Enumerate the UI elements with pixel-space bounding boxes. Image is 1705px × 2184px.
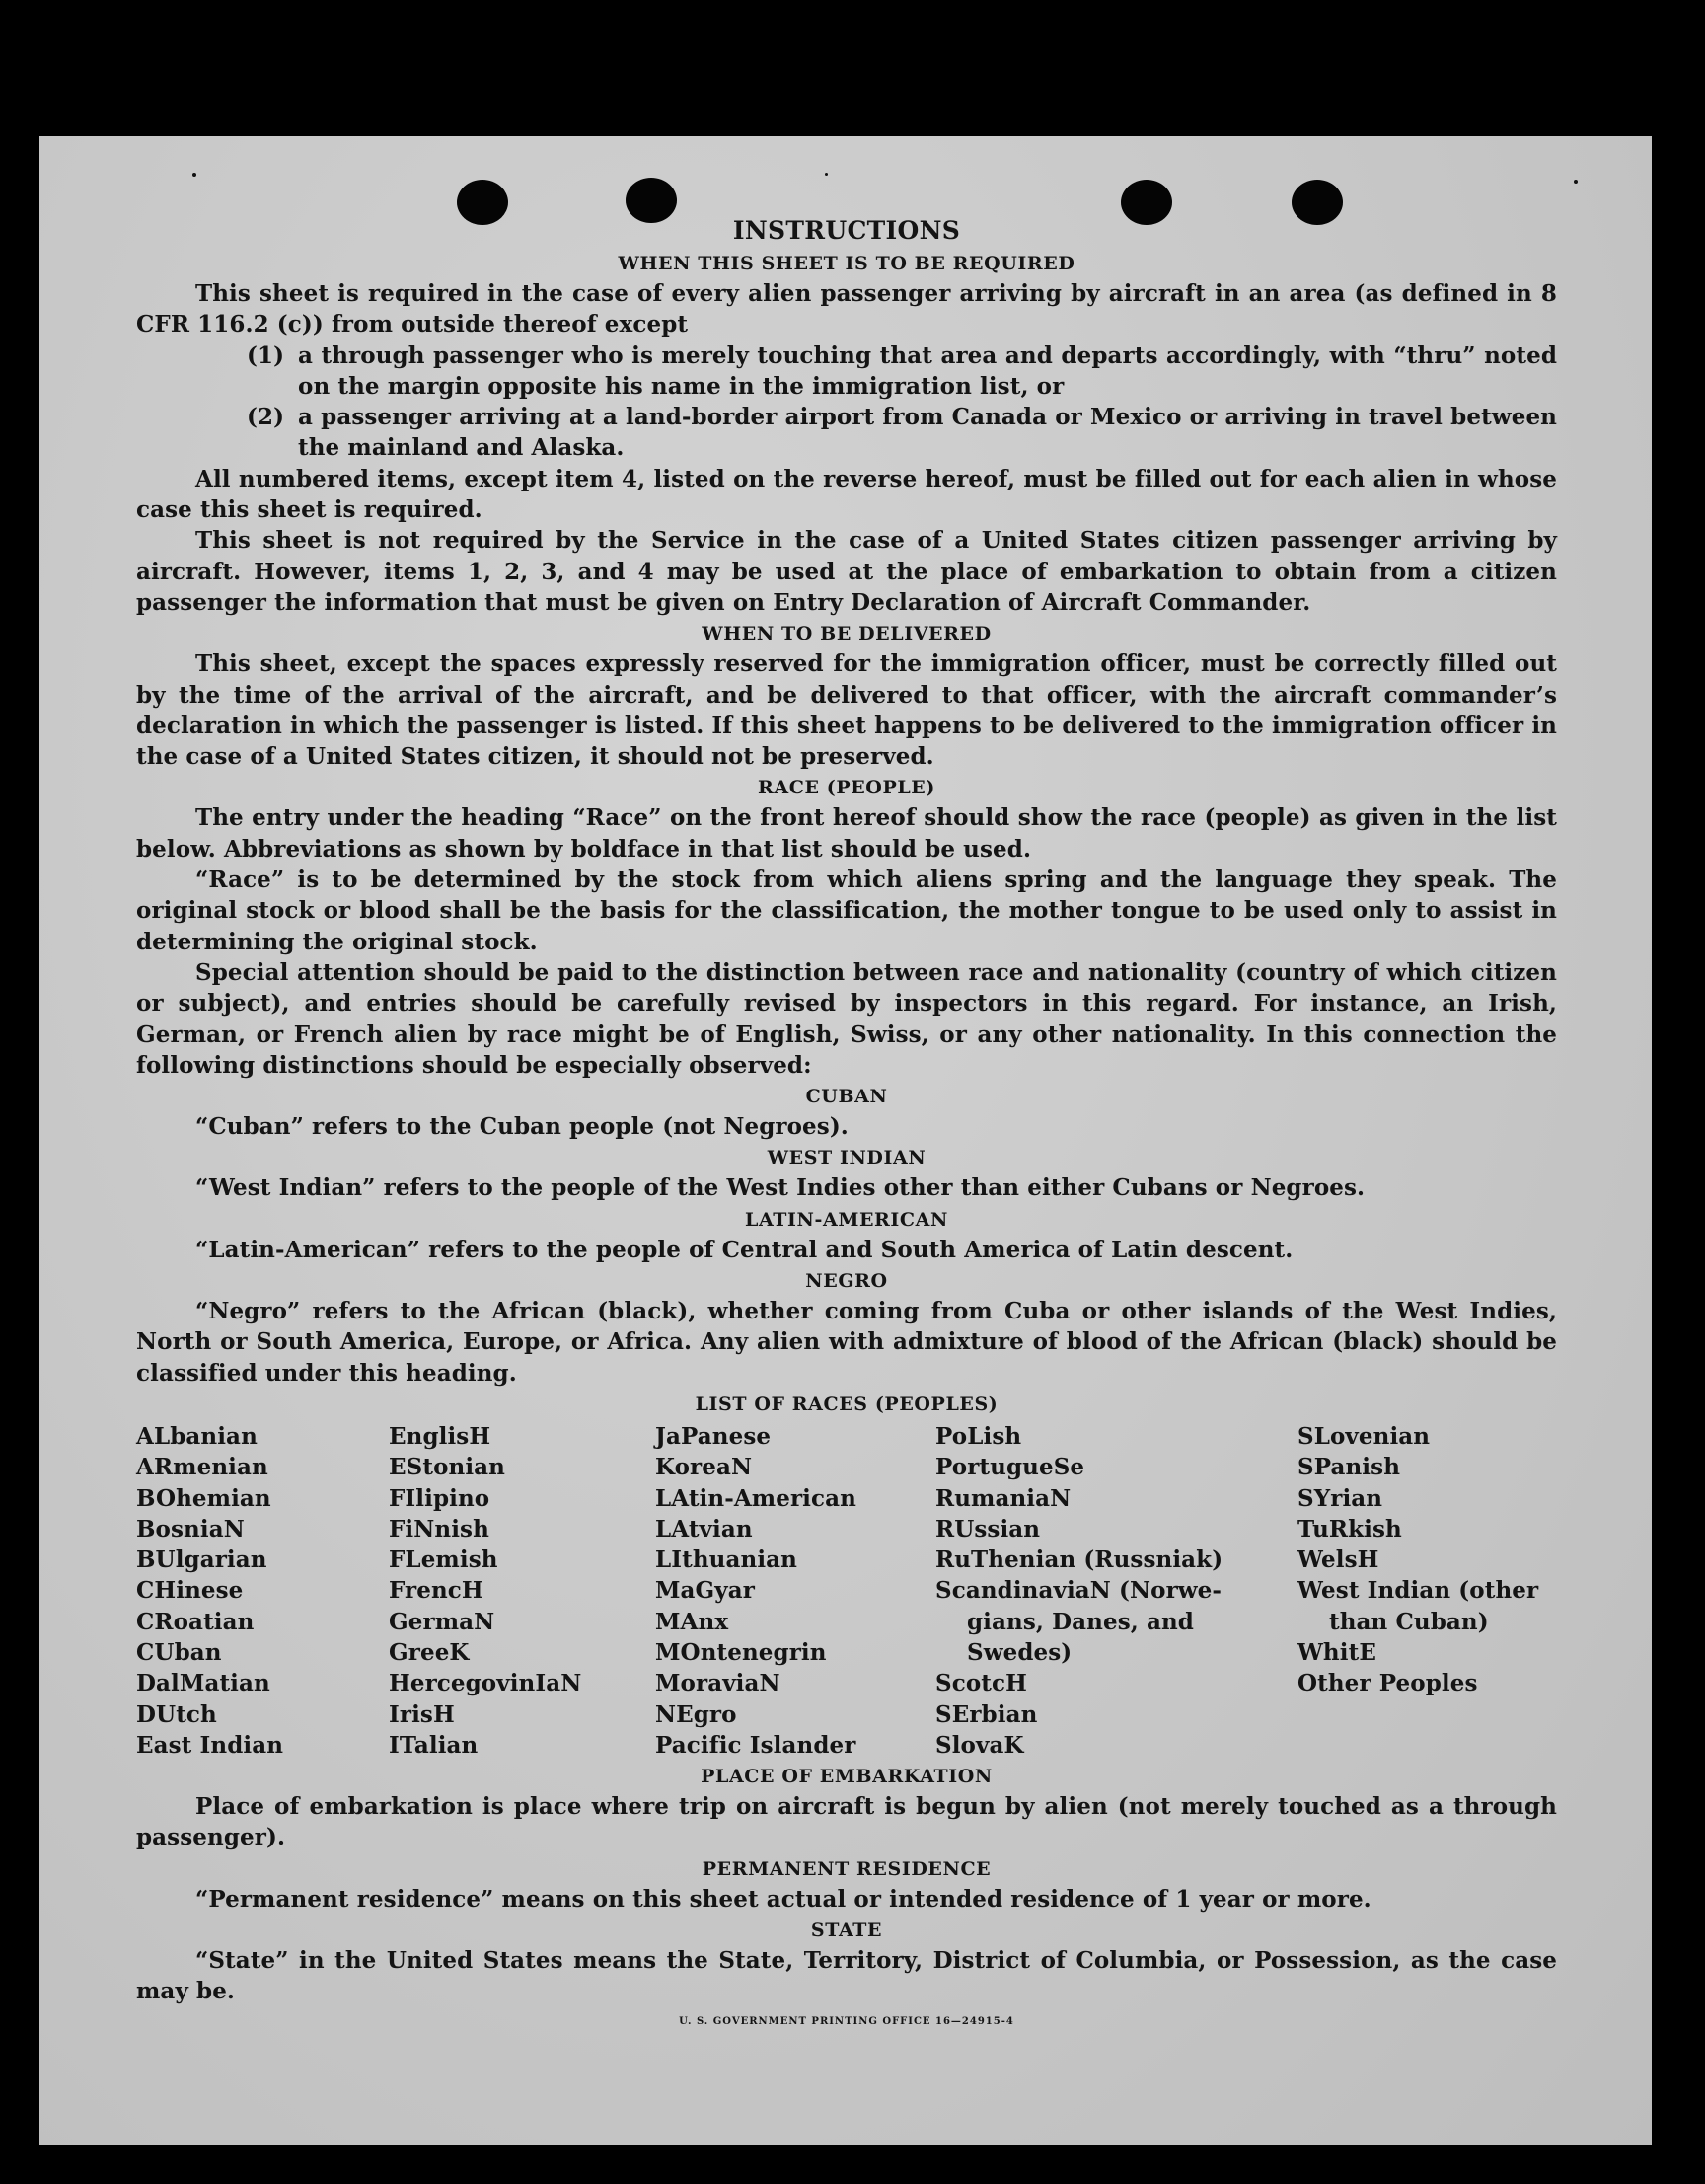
paragraph: This sheet is not required by the Service in the case of a United States citizen passenger arriving by aircraft. However, items 1, 2, 3, and 4 may be used at the place of embarkation to obtain from a citizen passenger the information that must be given on Entry Declaration of Aircraft Commander. — [136, 527, 1557, 616]
paragraph: “Negro” refers to the African (black), whether coming from Cuba or other islands of the West Indies, North or South America, Europe, or Africa. Any alien with admixture of blood of the African (black) should be classified under this heading. — [136, 1298, 1557, 1387]
paragraph: The entry under the heading “Race” on the front hereof should show the race (people) as given in the list below. Abbreviations as shown by boldface in that list should be used. — [136, 804, 1557, 863]
race-entry: MaGyar — [655, 1577, 755, 1605]
race-entry: FIlipino — [389, 1484, 490, 1512]
race-entry: JaPanese — [655, 1422, 772, 1450]
paragraph: “Latin-American” refers to the people of Central and South America of Latin descent. — [195, 1236, 1294, 1263]
race-entry: SPanish — [1297, 1454, 1401, 1481]
race-entry: LIthuanian — [655, 1546, 797, 1574]
race-entry: than Cuban) — [1329, 1608, 1489, 1635]
race-entry: SErbian — [935, 1700, 1038, 1728]
paragraph: “Race” is to be determined by the stock from which aliens spring and the language they speak. The original stock or blood shall be the basis for the classification, the mother tongue to be used only to assist in determining the original stock. — [136, 866, 1557, 955]
races-column — [935, 1421, 1297, 1761]
race-entry: SLovenian — [1297, 1422, 1431, 1450]
races-column — [655, 1421, 935, 1761]
races-column — [1297, 1421, 1557, 1761]
paragraph: Place of embarkation is place where trip on aircraft is begun by alien (not merely touched as a through passenger). — [136, 1793, 1557, 1851]
race-entry: BosniaN — [136, 1515, 245, 1543]
race-entry: KoreaN — [655, 1454, 753, 1481]
race-entry: LAtvian — [655, 1515, 753, 1543]
race-entry: IrisH — [389, 1700, 455, 1728]
section-heading: LATIN-AMERICAN — [745, 1208, 948, 1231]
race-entry: SlovaK — [935, 1731, 1024, 1759]
race-entry: DalMatian — [136, 1670, 270, 1697]
speck — [192, 173, 196, 177]
race-entry: EStonian — [389, 1454, 505, 1481]
section-heading: WHEN TO BE DELIVERED — [702, 623, 992, 645]
race-entry: CRoatian — [136, 1608, 255, 1635]
race-entry: CHinese — [136, 1577, 244, 1605]
races-column — [136, 1421, 389, 1761]
race-entry: MoraviaN — [655, 1670, 780, 1697]
race-entry: Other Peoples — [1297, 1670, 1478, 1697]
section-heading: PERMANENT RESIDENCE — [702, 1857, 992, 1880]
race-entry: ITalian — [389, 1731, 479, 1759]
paragraph: “State” in the United States means the State, Territory, District of Columbia, or Possession, as the case may be. — [136, 1947, 1557, 2005]
race-entry: RumaniaN — [935, 1484, 1072, 1512]
race-entry: ARmenian — [136, 1454, 268, 1481]
paragraph: Special attention should be paid to the distinction between race and nationality (country of which citizen or subject), and entries should be carefully revised by inspectors in this regard. For instance, an Irish, German, or French alien by race might be of English, Swiss, or any other nationality. In this connection the following distinctions should be especially observed: — [136, 958, 1557, 1079]
races-list — [136, 1421, 1557, 1761]
race-entry: GermaN — [389, 1608, 495, 1635]
item-number: (2) — [247, 404, 285, 431]
list-item — [136, 402, 1557, 464]
printing-office-footer: U. S. GOVERNMENT PRINTING OFFICE 16—24915-4 — [679, 2015, 1014, 2027]
paragraph: “Cuban” refers to the Cuban people (not Negroes). — [195, 1113, 849, 1141]
race-entry: BUlgarian — [136, 1546, 267, 1574]
section-heading: STATE — [810, 1920, 883, 1942]
race-entry: HercegovinIaN — [389, 1670, 582, 1697]
section-heading: LIST OF RACES (PEOPLES) — [695, 1393, 999, 1415]
race-entry: WhitE — [1297, 1638, 1376, 1666]
race-entry: ALbanian — [136, 1422, 258, 1450]
race-entry: PortugueSe — [935, 1454, 1085, 1481]
section-heading: WEST INDIAN — [767, 1147, 927, 1169]
paragraph: “Permanent residence” means on this sheet actual or intended residence of 1 year or more. — [195, 1885, 1371, 1913]
document-sheet — [39, 136, 1652, 2145]
item-text: a passenger arriving at a land-border airport from Canada or Mexico or arriving in travel between the mainland and Alaska. — [298, 404, 1557, 462]
paragraph: All numbered items, except item 4, listed on the reverse hereof, must be filled out for each alien in whose case this sheet is required. — [136, 465, 1557, 524]
race-entry: MOntenegrin — [655, 1638, 827, 1666]
item-text: a through passenger who is merely touching that area and departs accordingly, with “thru” noted on the margin opposite his name in the immigration list, or — [298, 341, 1557, 400]
race-entry: ScotcH — [935, 1670, 1027, 1697]
page-title: INSTRUCTIONS — [732, 216, 961, 245]
race-entry: NEgro — [655, 1700, 737, 1728]
race-entry: West Indian (other — [1297, 1577, 1539, 1605]
item-number: (1) — [247, 341, 285, 369]
paragraph: This sheet is required in the case of every alien passenger arriving by aircraft in an area (as defined in 8 CFR 116.2 (c)) from outside thereof except — [136, 280, 1557, 339]
race-entry: DUtch — [136, 1700, 217, 1728]
speck — [1574, 180, 1578, 184]
instructions-body — [136, 212, 1557, 2029]
race-entry: East Indian — [136, 1731, 284, 1759]
race-entry: Pacific Islander — [655, 1731, 856, 1759]
list-item — [136, 340, 1557, 403]
section-heading: PLACE OF EMBARKATION — [701, 1766, 993, 1788]
race-entry: RuThenian (Russniak) — [935, 1546, 1223, 1574]
races-column — [389, 1421, 655, 1761]
race-entry: FLemish — [389, 1546, 498, 1574]
race-entry: ScandinaviaN (Norwe- — [935, 1577, 1223, 1605]
race-entry: EnglisH — [389, 1422, 491, 1450]
race-entry: FrencH — [389, 1577, 483, 1605]
race-entry: Swedes) — [967, 1638, 1073, 1666]
race-entry: FiNnish — [389, 1515, 489, 1543]
paragraph: This sheet, except the spaces expressly reserved for the immigration officer, must be correctly filled out by the time of the arrival of the aircraft, and be delivered to that officer, with the aircraft commander’s declaration in which the passenger is listed. If this sheet happens to be delivered to the immigration officer in the case of a United States citizen, it should not be preserved. — [136, 650, 1557, 771]
section-heading: RACE (PEOPLE) — [758, 777, 935, 799]
race-entry: WelsH — [1297, 1546, 1379, 1574]
section-heading: WHEN THIS SHEET IS TO BE REQUIRED — [618, 253, 1075, 274]
race-entry: RUssian — [935, 1515, 1041, 1543]
race-entry: MAnx — [655, 1608, 729, 1635]
race-entry: PoLish — [935, 1422, 1022, 1450]
race-entry: SYrian — [1297, 1484, 1383, 1512]
race-entry: CUban — [136, 1638, 222, 1666]
race-entry: LAtin-American — [655, 1484, 856, 1512]
speck — [825, 173, 828, 176]
paragraph: “West Indian” refers to the people of the West Indies other than either Cubans or Negroes. — [195, 1174, 1366, 1202]
race-entry: BOhemian — [136, 1484, 271, 1512]
race-entry: gians, Danes, and — [967, 1608, 1194, 1635]
section-heading: CUBAN — [805, 1086, 888, 1108]
race-entry: GreeK — [389, 1638, 470, 1666]
race-entry: TuRkish — [1297, 1515, 1402, 1543]
section-heading: NEGRO — [805, 1270, 888, 1293]
